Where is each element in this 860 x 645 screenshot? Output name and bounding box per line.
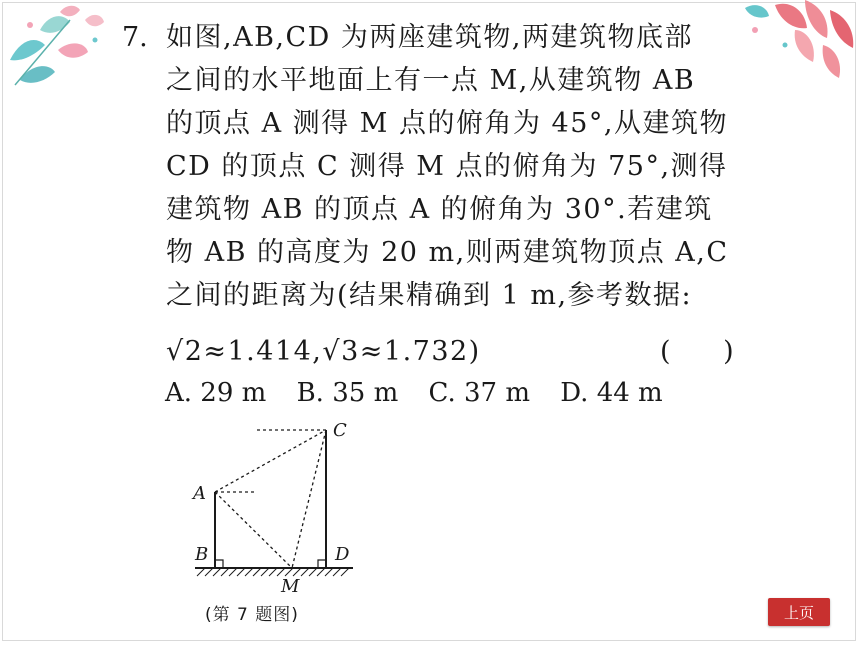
problem-line-4: CD 的顶点 C 测得 M 点的俯角为 75°,测得 (166, 151, 728, 182)
option-b: B. 35 m (296, 378, 399, 408)
label-b: B (195, 544, 209, 565)
line-a-c (215, 430, 326, 492)
problem-number: 7. (122, 22, 148, 53)
floral-decoration-top-right (735, 0, 860, 80)
option-a: A. 29 m (165, 378, 267, 408)
figure-caption: (第 7 题图) (205, 605, 299, 625)
prev-page-button[interactable]: 上页 (768, 598, 830, 626)
problem-line-8: √2≈1.414,√3≈1.732) (166, 336, 481, 367)
answer-options (165, 375, 685, 411)
problem-line-3: 的顶点 A 测得 M 点的俯角为 45°,从建筑物 (166, 108, 728, 139)
ground-hatching (197, 568, 349, 576)
problem-line-5: 建筑物 AB 的顶点 A 的俯角为 30°.若建筑 (166, 194, 713, 225)
label-c: C (333, 420, 347, 441)
geometry-figure (185, 410, 375, 605)
problem-line-6: 物 AB 的高度为 20 m,则两建筑物顶点 A,C (166, 237, 729, 268)
line-c-m (292, 430, 326, 568)
line-a-m (215, 492, 292, 568)
problem-line-1: 如图,AB,CD 为两座建筑物,两建筑物底部 (166, 22, 693, 53)
label-d: D (335, 544, 350, 565)
floral-decoration-top-left (0, 0, 120, 95)
right-angle-b (215, 560, 223, 568)
label-a: A (193, 483, 206, 504)
problem-line-7: 之间的距离为(结果精确到 1 m,参考数据: (166, 280, 693, 311)
answer-blank: ( ) (660, 336, 756, 367)
option-c: C. 37 m (428, 378, 530, 408)
option-d: D. 44 m (560, 378, 663, 408)
label-m: M (281, 576, 300, 597)
right-angle-d (318, 560, 326, 568)
problem-line-2: 之间的水平地面上有一点 M,从建筑物 AB (166, 65, 696, 96)
